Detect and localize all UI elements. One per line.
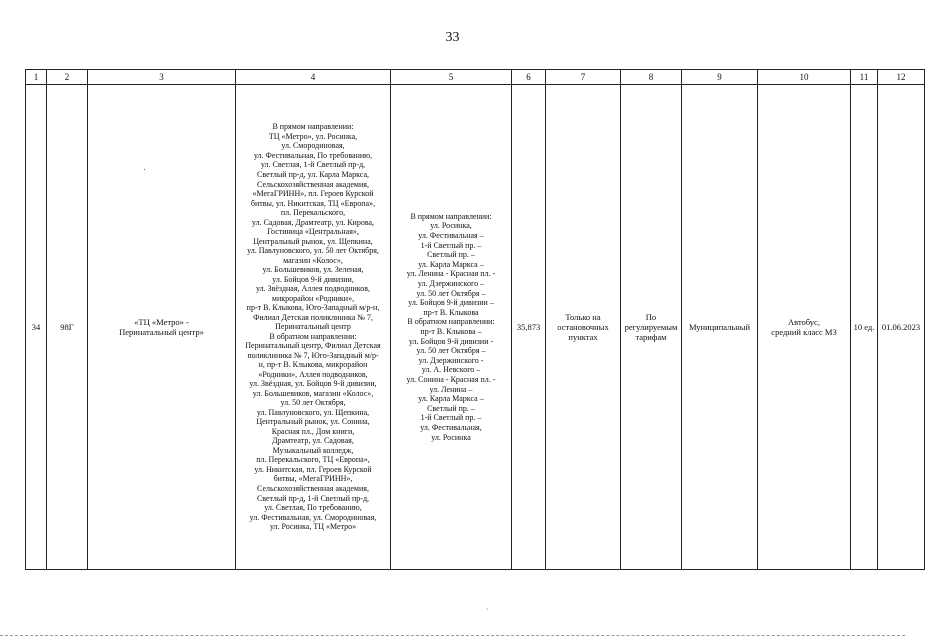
header-cell: 3 [88,70,236,85]
header-cell: 2 [47,70,88,85]
header-cell: 1 [26,70,47,85]
scan-speck: · [143,165,147,176]
header-cell: 10 [758,70,851,85]
header-cell: 11 [851,70,878,85]
header-cell: 8 [621,70,682,85]
route-type: Муниципальный [682,85,758,570]
header-cell: 9 [682,70,758,85]
scan-speck: ˏ [486,600,489,610]
header-cell: 12 [878,70,925,85]
header-cell: 6 [512,70,546,85]
boarding-order: Только на остановочных пунктах [546,85,621,570]
route-table [25,69,925,570]
header-cell: 7 [546,70,621,85]
vehicle-class: Автобус, средний класс М3 [758,85,851,570]
route-length: 35,873 [512,85,546,570]
streets-list: В прямом направлении: ул. Росинка, ул. Фестивальная – 1-й Светлый пр. – Светлый пр. – ул. Карла Маркса – ул. Ленина - Красная пл. - ул. Дзержинского – ул. 50 лет Октября – ул. Бойцов 9-й дивизии – пр-т В. Клыкова В обратном направлении: пр-т В. Клыкова – ул. Бойцов 9-й дивизии - ул. 50 лет Октября – ул. Дзержинского - ул. А. Невского – ул. Сонина - Красная пл. - ул. Ленина – ул. Карла Маркса – Светлый пр. – 1-й Светлый пр. – ул. Фестивальная, ул. Росинка [391,85,512,570]
start-date: 01.06.2023 [878,85,925,570]
route-number: 98Г [47,85,88,570]
route-sequence-number: 34 [26,85,47,570]
scan-edge-line [0,635,905,636]
page-number: 33 [445,30,460,45]
route-name: «ТЦ «Метро» - Перинатальный центр» [88,85,236,570]
vehicle-count: 10 ед. [851,85,878,570]
header-row [26,70,925,85]
table-row [26,85,925,570]
stops-list: В прямом направлении: ТЦ «Метро», ул. Росинка, ул. Смородиновая, ул. Фестивальная, По требованию, ул. Светлая, 1-й Светлый пр-д, Светлый пр-д, ул. Карла Маркса, Сельскохозяйственная академия, «МегаГРИНН», пл. Героев Курской битвы, ул. Никитская, ТЦ «Европа», пл. Перекальского, ул. Садовая, Драмтеатр, ул. Кирова, Гостиница «Центральная», Центральный рынок, ул. Щепкина, ул. Павлуновского, ул. 50 лет Октября, магазин «Колос», ул. Большевиков, ул. Зеленая, ул. Бойцов 9-й дивизии, ул. Звёздная, Аллея подводников, микрорайон «Родники», пр-т В. Клыкова, Юго-Западный м/р-н, Филиал Детская поликлиника № 7, Перинатальный центр В обратном направлении: Перинатальный центр, Филиал Детская поликлиника № 7, Юго-Западный м/р- н, пр-т В. Клыкова, микрорайон «Родники», Аллея подводников, ул. Звёздная, ул. Бойцов 9-й дивизии, ул. Большевиков, магазин «Колос», ул. 50 лет Октября, ул. Павлуновского, ул. Щепкина, Центральный рынок, ул. Сонина, Красная пл., Дом книги, Драмтеатр, ул. Садовая, Музыкальный колледж, пл. Перекальского, ТЦ «Европа», ул. Никитская, пл. Героев Курской битвы, «МегаГРИНН», Сельскохозяйственная академия, Светлый пр-д, 1-й Светлый пр-д, ул. Светлая, По требованию, ул. Фестивальная, ул. Смородиновая, ул. Росинка, ТЦ «Метро» [236,85,391,570]
header-cell: 4 [236,70,391,85]
header-cell: 5 [391,70,512,85]
tariff-type: По регулируемым тарифам [621,85,682,570]
